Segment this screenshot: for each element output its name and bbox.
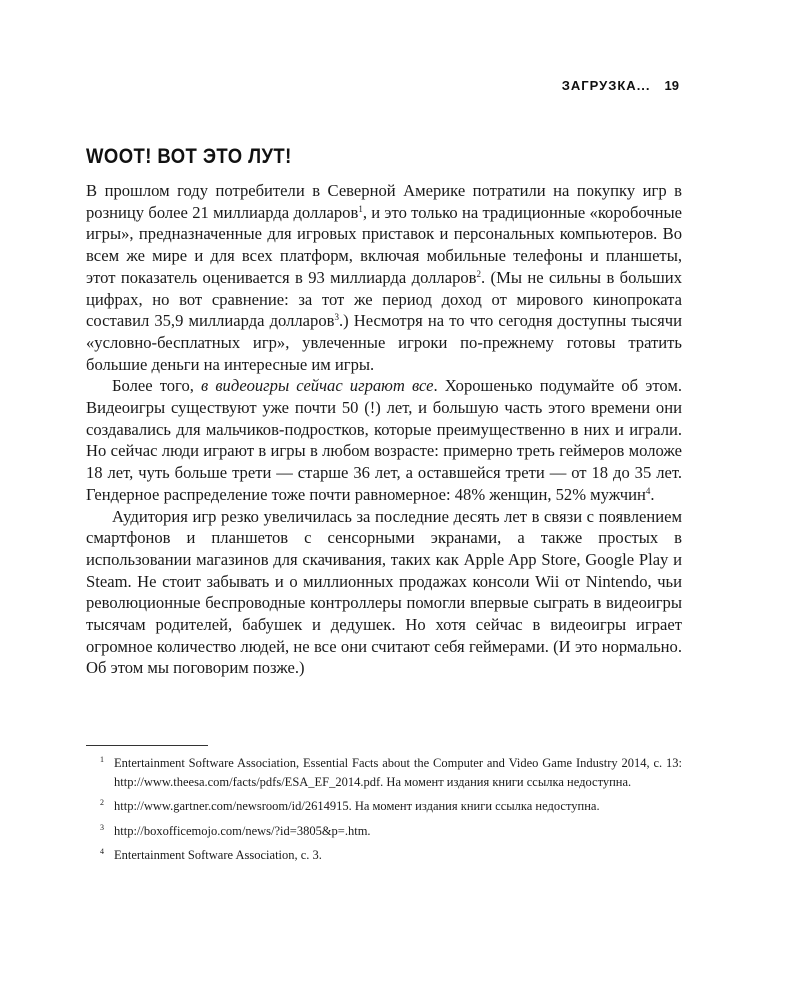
text-run: В прошлом году потребители в Северной Америке потратили на покупку игр в розницу более 21 миллиарда долларов — [86, 181, 682, 222]
text-run: .) Несмотря на то что сегодня доступны тысячи «условно-бесплатных игр», увлеченные игроки по-прежнему готовы тратить большие деньги на интересные им игры. — [86, 311, 682, 374]
footnote-text: http://www.gartner.com/newsroom/id/2614915. На момент издания книги ссылка недоступна. — [114, 799, 600, 813]
footnote-text: Entertainment Software Association, Essential Facts about the Computer and Video Game Industry 2014, c. 13: http://www.theesa.com/facts/pdfs/ESA_EF_2014.pdf. На момент издания книги ссылка недоступна. — [114, 756, 682, 789]
text-run: . — [650, 484, 655, 504]
text-run: , и это только на традиционные «коробочные игры», предназначенные для игровых приставок и персональных компьютеров. Во всем же мире и для всех платформ, включая мобильные телефоны и планшеты, этот показатель оценивается в 93 миллиарда долларов — [86, 202, 682, 287]
footnote-number: 4 — [100, 847, 104, 856]
footnote-ref: 1 — [358, 203, 363, 214]
footnote — [86, 754, 682, 791]
running-head — [562, 78, 679, 93]
footnote — [86, 797, 682, 816]
text-run: Аудитория игр резко увеличилась за последние десять лет в связи с появлением смартфонов и планшетов с сенсорными экранами, а также простых в использовании магазинов для скачивания, таких как Apple App Store, Google Play и Steam. Не стоит забывать и о миллионных продажах консоли Wii от Nintendo, чьи революционные беспроводные контроллеры помогли впервые сыграть в видеоигры тысячам родителей, бабушек и дедушек. Но хотя сейчас в видеоигры играет огромное количество людей, не все они считают себя геймерами. (И это нормально. Об этом мы поговорим позже.) — [86, 506, 682, 678]
running-head-title: ЗАГРУЗКА... — [561, 78, 651, 93]
footnote — [86, 846, 682, 865]
text-run: Более того, — [112, 376, 202, 396]
footnotes — [86, 754, 682, 871]
paragraph — [86, 180, 682, 375]
paragraph — [86, 375, 682, 505]
footnote-ref: 3 — [334, 312, 339, 323]
section-heading: WOOT! ВОТ ЭТО ЛУТ! — [86, 145, 292, 168]
footnote-number: 1 — [100, 755, 104, 764]
text-run: . Хорошенько подумайте об этом. Видеоигры существуют уже почти 50 (!) лет, и большую часть этого времени они создавались для мальчиков-подростков, которые преимущественно в них и играли. Но сейчас люди играют в игры в любом возрасте: примерно треть геймеров моложе 18 лет, чуть больше трети — старше 36 лет, а оставшейся трети — от 18 до 35 лет. Гендерное распределение тоже почти равномерное: 48% женщин, 52% мужчин — [86, 376, 682, 504]
footnote-divider — [86, 745, 208, 746]
footnote-ref: 2 — [476, 268, 482, 279]
footnote — [86, 822, 682, 841]
footnote-text: http://boxofficemojo.com/news/?id=3805&p=.htm. — [114, 823, 371, 838]
footnote-text: Entertainment Software Association, c. 3. — [114, 848, 322, 862]
paragraph — [86, 506, 682, 680]
footnote-number: 2 — [100, 798, 104, 807]
page-number: 19 — [664, 78, 679, 93]
footnote-ref: 4 — [645, 485, 651, 496]
footnote-number: 3 — [100, 822, 104, 832]
text-run: . (Мы не сильны в больших цифрах, но вот сравнение: за тот же период доход от мирового кинопроката составил 35,9 миллиарда долларов — [86, 267, 682, 331]
emphasis-text: в видеоигры сейчас играют все — [201, 376, 434, 396]
body-text — [86, 180, 682, 679]
